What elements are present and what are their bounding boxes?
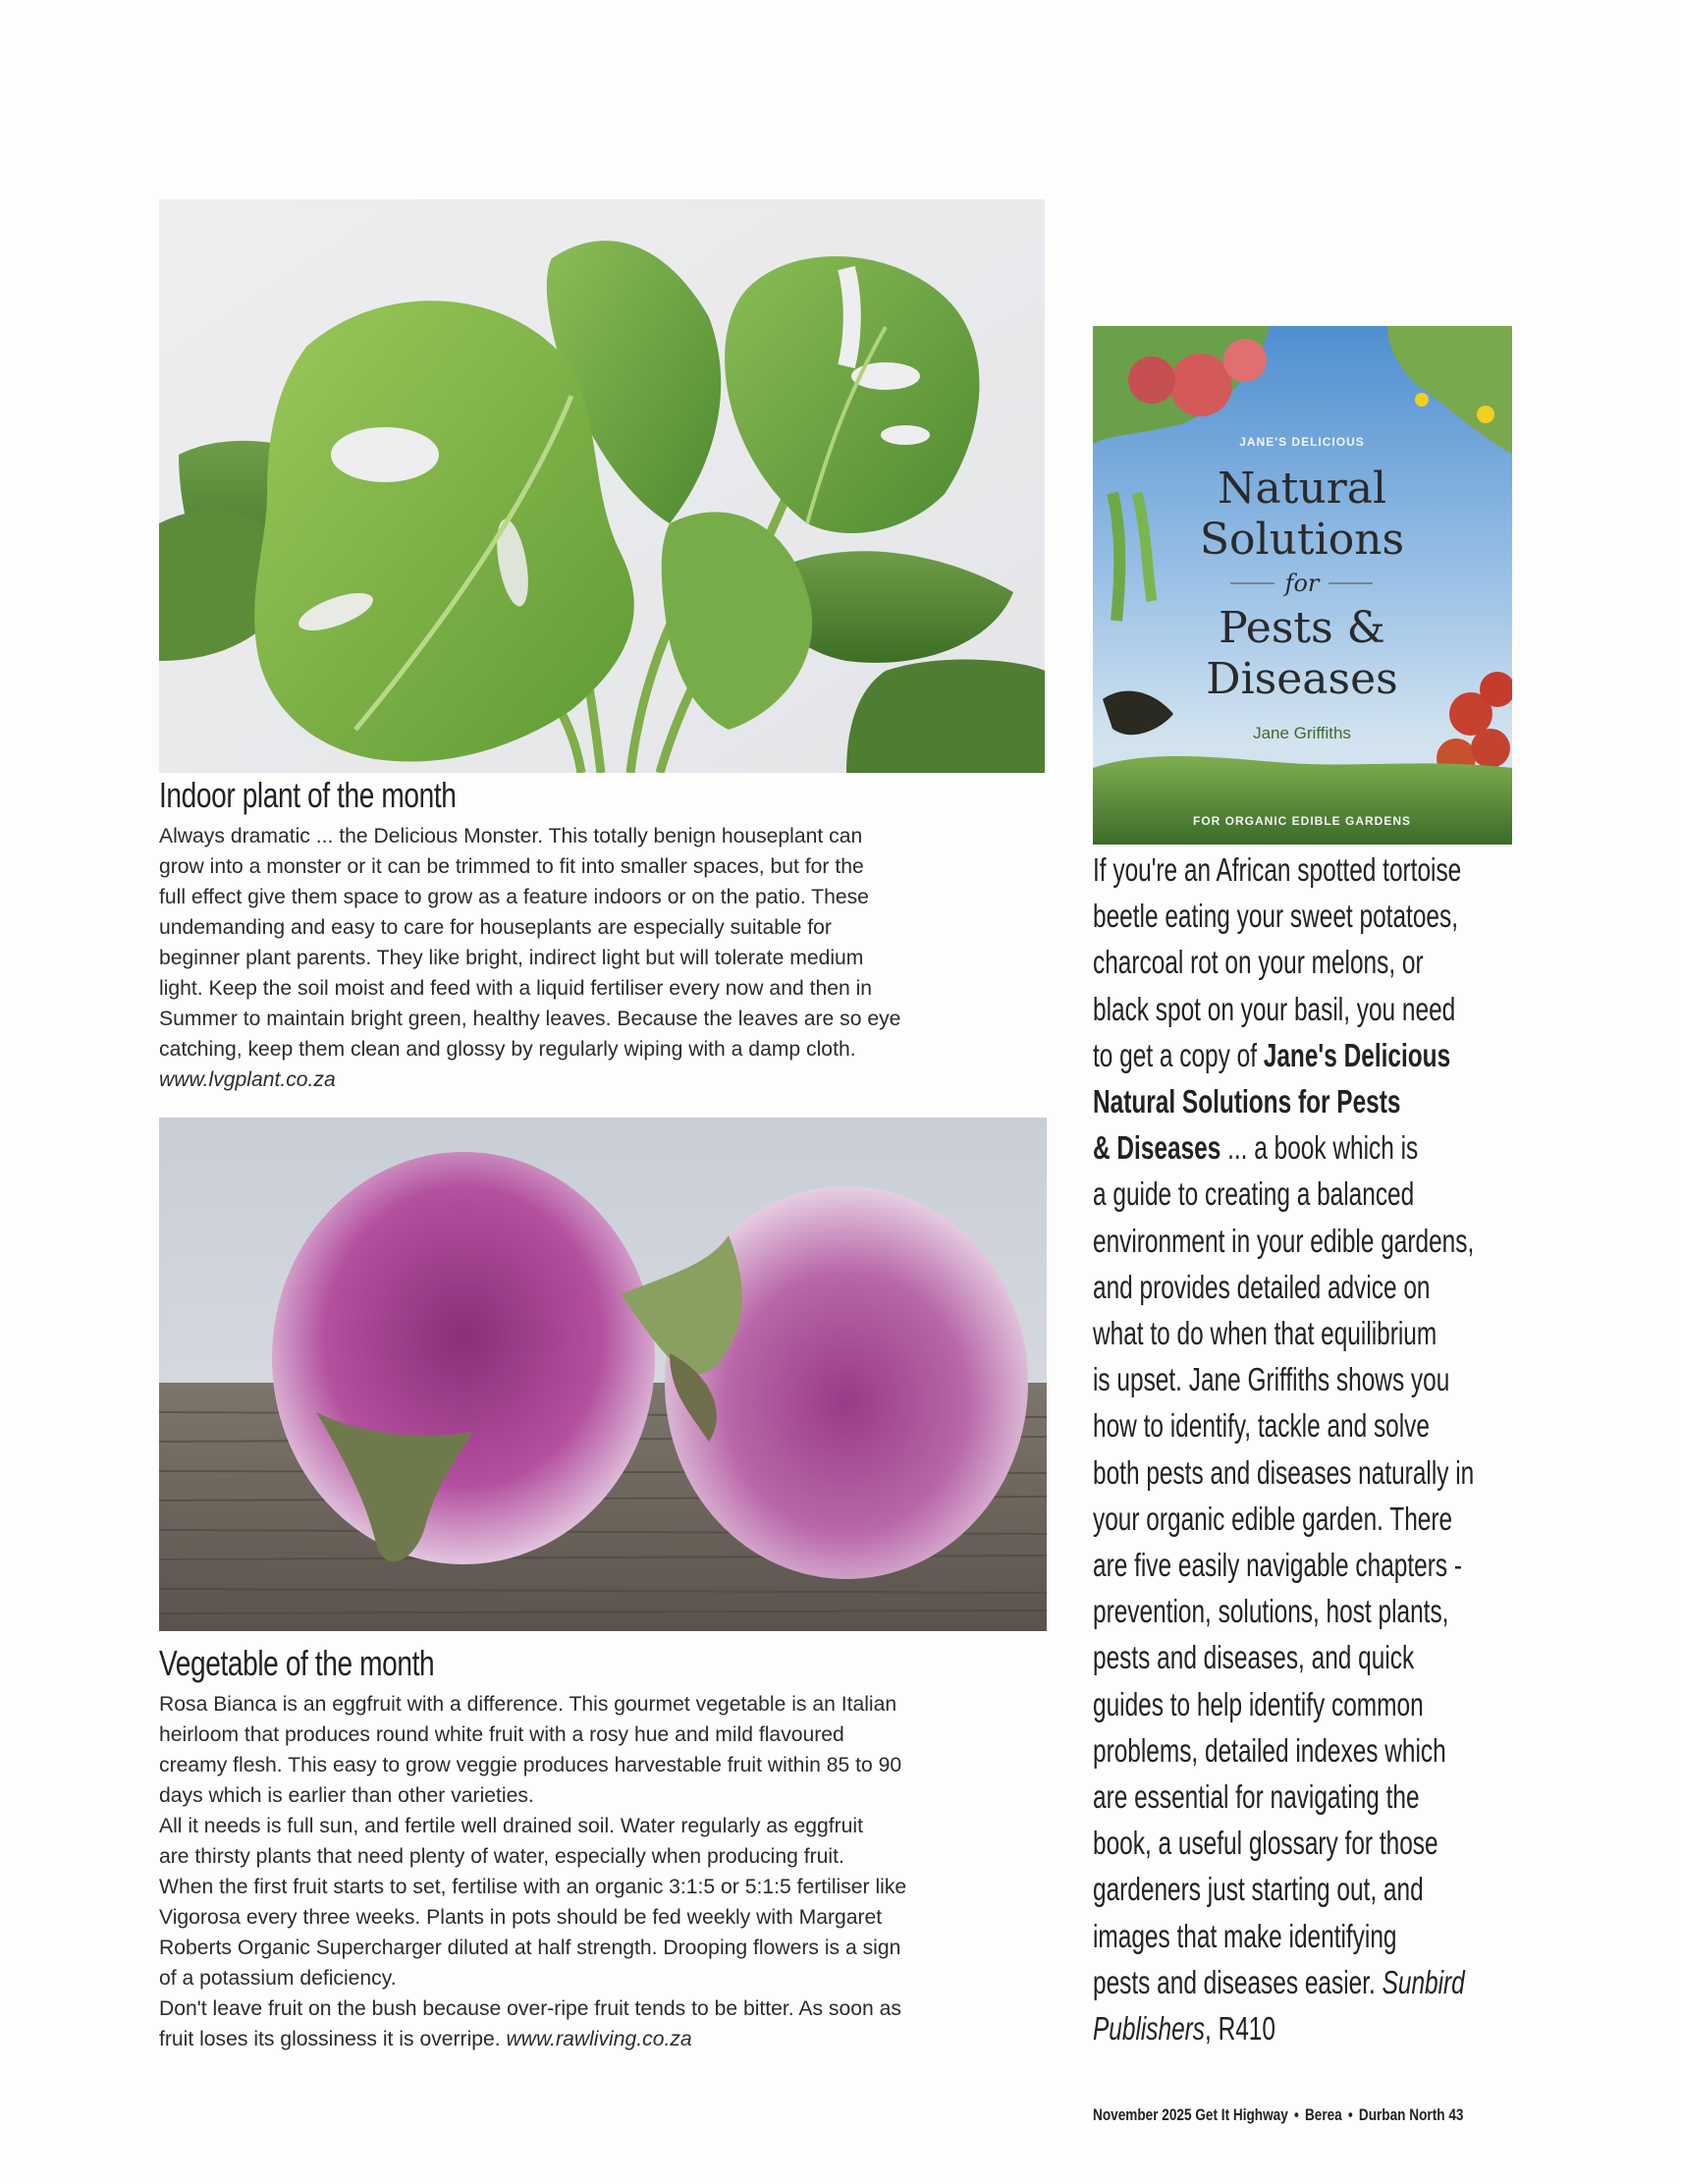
review-line: pests and diseases, and quick bbox=[1093, 1639, 1415, 1676]
review-line: are five easily navigable chapters - bbox=[1093, 1547, 1463, 1584]
body-line: of a potassium deficiency. bbox=[159, 1966, 397, 1990]
body-line: catching, keep them clean and glossy by regularly wiping with a damp cloth. bbox=[159, 1037, 856, 1061]
book-tagline: FOR ORGANIC EDIBLE GARDENS bbox=[1192, 814, 1412, 828]
review-line: black spot on your basil, you need bbox=[1093, 990, 1456, 1027]
area-berea: Berea bbox=[1304, 2105, 1342, 2124]
body-line: Summer to maintain bright green, healthy leaves. Because the leaves are so eye bbox=[159, 1007, 901, 1030]
publisher-name: Sunbird bbox=[1382, 1963, 1465, 2000]
body-line: Always dramatic ... the Delicious Monster. This totally benign houseplant can bbox=[159, 824, 863, 847]
separator-bullet: • bbox=[1293, 2105, 1299, 2124]
body-line: undemanding and easy to care for houseplants are especially suitable for bbox=[159, 915, 832, 939]
review-text: pests and diseases easier. bbox=[1093, 1963, 1383, 2000]
book-review-text bbox=[1093, 846, 1525, 2051]
review-line bbox=[1093, 1959, 1465, 2005]
rawliving-link[interactable]: www.rawliving.co.za bbox=[506, 2027, 692, 2050]
review-text: to get a copy of bbox=[1093, 1036, 1264, 1073]
body-line: light. Keep the soil moist and feed with a liquid fertiliser every now and then in bbox=[159, 976, 873, 1000]
monstera-illustration bbox=[159, 199, 1045, 773]
book-title-bold: Natural Solutions for Pests bbox=[1093, 1083, 1401, 1120]
body-line: days which is earlier than other varieties. bbox=[159, 1783, 534, 1807]
body-line: are thirsty plants that need plenty of water, especially when producing fruit. bbox=[159, 1844, 844, 1868]
vegetable-heading: Vegetable of the month bbox=[159, 1643, 435, 1683]
book-title-line: Pests & bbox=[1219, 603, 1385, 653]
review-line: and provides detailed advice on bbox=[1093, 1268, 1431, 1305]
lvgplant-link[interactable]: www.lvgplant.co.za bbox=[159, 1067, 336, 1091]
body-line: When the first fruit starts to set, fertilise with an organic 3:1:5 or 5:1:5 fertiliser like bbox=[159, 1875, 907, 1898]
book-title-bold: & Diseases bbox=[1093, 1129, 1221, 1167]
page-number: 43 bbox=[1448, 2105, 1464, 2124]
review-line: a guide to creating a balanced bbox=[1093, 1175, 1415, 1213]
review-line: both pests and diseases naturally in bbox=[1093, 1453, 1475, 1491]
review-line: environment in your edible gardens, bbox=[1093, 1222, 1475, 1259]
review-line: If you're an African spotted tortoise bbox=[1093, 851, 1462, 888]
review-line bbox=[1093, 1032, 1451, 1078]
book-price: , R410 bbox=[1205, 2010, 1275, 2048]
review-line bbox=[1093, 1124, 1419, 1171]
book-kicker: JANE'S DELICIOUS bbox=[1239, 435, 1365, 449]
review-line: are essential for navigating the bbox=[1093, 1778, 1420, 1816]
body-line-text: fruit loses its glossiness it is overripe. bbox=[159, 2027, 507, 2050]
rosa-bianca-eggplant-photo bbox=[159, 1118, 1047, 1631]
review-line: book, a useful glossary for those bbox=[1093, 1825, 1438, 1862]
review-line bbox=[1093, 2005, 1413, 2051]
indoor-plant-body bbox=[159, 821, 1043, 1095]
issue-date: November 2025 bbox=[1093, 2105, 1192, 2124]
body-line: creamy flesh. This easy to grow veggie produces harvestable fruit within 85 to 90 bbox=[159, 1753, 902, 1776]
book-author: Jane Griffiths bbox=[1253, 724, 1351, 742]
separator-bullet: • bbox=[1347, 2105, 1353, 2124]
body-line: beginner plant parents. They like bright, indirect light but will tolerate medium bbox=[159, 946, 864, 969]
review-line: gardeners just starting out, and bbox=[1093, 1871, 1424, 1908]
body-line: Vigorosa every three weeks. Plants in pots should be fed weekly with Margaret bbox=[159, 1905, 883, 1929]
review-line: guides to help identify common bbox=[1093, 1685, 1424, 1722]
review-line: your organic edible garden. There bbox=[1093, 1500, 1453, 1537]
body-line: full effect give them space to grow as a feature indoors or on the patio. These bbox=[159, 885, 869, 908]
book-title-line: Solutions bbox=[1199, 515, 1405, 565]
body-line: Roberts Organic Supercharger diluted at half strength. Drooping flowers is a sign bbox=[159, 1936, 901, 1959]
vegetable-body bbox=[159, 1689, 1043, 2054]
book-title-bold: Jane's Delicious bbox=[1263, 1036, 1451, 1073]
book-title-line: Natural bbox=[1217, 464, 1387, 514]
body-line: grow into a monster or it can be trimmed to fit into smaller spaces, but for the bbox=[159, 854, 864, 878]
review-line: prevention, solutions, host plants, bbox=[1093, 1593, 1449, 1630]
book-title-for: for bbox=[1284, 570, 1320, 597]
body-line: heirloom that produces round white fruit with a rosy hue and mild flavoured bbox=[159, 1722, 844, 1746]
area-durban-north: Durban North bbox=[1358, 2105, 1445, 2124]
body-line: Don't leave fruit on the bush because over-ripe fruit tends to be bitter. As soon as bbox=[159, 1996, 901, 2020]
publication-name: Get It Highway bbox=[1195, 2105, 1288, 2124]
review-line: charcoal rot on your melons, or bbox=[1093, 944, 1424, 981]
book-title-line: Diseases bbox=[1206, 654, 1398, 704]
body-line bbox=[159, 2024, 1028, 2054]
review-line: images that make identifying bbox=[1093, 1917, 1397, 1954]
review-line: what to do when that equilibrium bbox=[1093, 1315, 1437, 1352]
review-line: how to identify, tackle and solve bbox=[1093, 1407, 1430, 1445]
body-line: All it needs is full sun, and fertile well drained soil. Water regularly as eggfruit bbox=[159, 1814, 863, 1837]
eggplant-illustration bbox=[159, 1118, 1047, 1631]
review-line: beetle eating your sweet potatoes, bbox=[1093, 898, 1458, 935]
review-line: problems, detailed indexes which bbox=[1093, 1731, 1446, 1769]
book-cover-illustration bbox=[1093, 326, 1512, 845]
review-line: is upset. Jane Griffiths shows you bbox=[1093, 1361, 1450, 1398]
review-text: ... a book which is bbox=[1220, 1129, 1419, 1167]
indoor-plant-heading: Indoor plant of the month bbox=[159, 775, 457, 815]
publisher-name: Publishers bbox=[1093, 2010, 1206, 2048]
body-line: Rosa Bianca is an eggfruit with a difference. This gourmet vegetable is an Italian bbox=[159, 1692, 897, 1716]
monstera-plant-photo bbox=[159, 199, 1045, 773]
book-cover-image bbox=[1093, 326, 1512, 845]
page-footer bbox=[1093, 2105, 1463, 2125]
